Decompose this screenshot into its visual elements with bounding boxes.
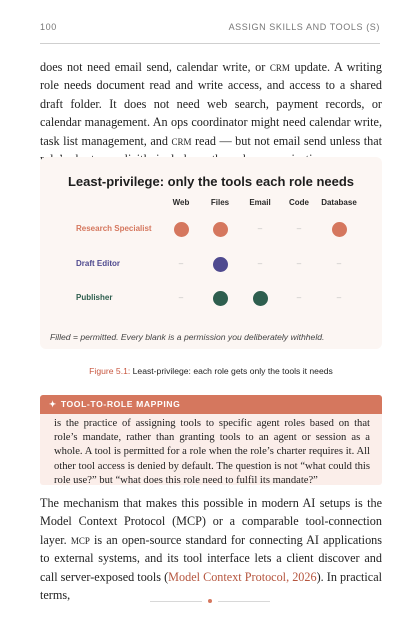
caption-label: Figure 5.1:	[89, 366, 131, 376]
figure-title: Least-privilege: only the tools each role needs	[67, 174, 355, 189]
permitted-dot	[212, 256, 228, 272]
dash-icon: –	[178, 259, 184, 268]
acronym-mcp: mcp	[70, 532, 90, 547]
column-header-web: Web	[172, 198, 190, 207]
dash-icon: –	[296, 293, 302, 302]
citation-link[interactable]: Model Context Protocol, 2026	[168, 569, 317, 584]
text-run: read — but not email send unless that	[194, 133, 382, 148]
withheld-cell	[252, 256, 268, 272]
permitted-dot	[212, 221, 228, 237]
dash-icon: –	[257, 224, 263, 233]
column-header-database: Database	[321, 198, 357, 207]
body-paragraph	[40, 58, 382, 168]
filled-circle-icon	[213, 291, 228, 306]
header-rule	[40, 43, 380, 44]
ornament-line	[218, 601, 270, 602]
withheld-cell	[252, 221, 268, 237]
text-run: is an open-source standard for connecting AI applications to external systems, and its tool interface lets a client discover and call server-exposed tools (	[40, 532, 382, 584]
callout-body: is the practice of assigning tools to specific agent roles based on that role’s mandate, rather than granting tools to an agent or session as a whole. A tool is permitted for a role when the role’s charter requires it. All other tool access is denied by default. The question is not “what could this role use?” but “what does this role need to fulfil its mandate?”	[54, 418, 370, 485]
body-paragraph	[40, 494, 382, 604]
caption-text: Least-privilege: each role gets only the tools it needs	[130, 366, 333, 376]
page-number: 100	[40, 22, 57, 32]
withheld-cell	[291, 256, 307, 272]
column-header-code: Code	[289, 198, 309, 207]
text-run: ). In practical terms,	[40, 569, 382, 603]
filled-circle-icon	[174, 222, 189, 237]
row-label: Draft Editor	[76, 259, 120, 268]
text-run: The mechanism that makes this possible in modern AI setups is the Model Context Protocol (MCP) or a comparable tool-connection layer.	[40, 496, 382, 547]
permitted-dot	[173, 221, 189, 237]
column-header-files: Files	[210, 198, 230, 207]
permitted-dot	[212, 290, 228, 306]
text-run: update. A writing role needs document read and write access, and access to a shared draft folder. It does not need web search, payment records, or calendar management. An ops coordinator might need calendar write, task list management, and	[40, 60, 382, 148]
text-run: does not need email send, calendar write, or	[40, 60, 270, 74]
sparkle-icon: ✦	[49, 399, 57, 409]
definition-callout	[40, 395, 382, 485]
withheld-cell	[173, 290, 189, 306]
withheld-cell	[331, 256, 347, 272]
filled-circle-icon	[213, 222, 228, 237]
row-label: Publisher	[76, 293, 113, 302]
dash-icon: –	[336, 259, 342, 268]
dash-icon: –	[336, 293, 342, 302]
withheld-cell	[291, 290, 307, 306]
ornament-dot	[208, 599, 212, 603]
chapter-title: ASSIGN SKILLS AND TOOLS (S)	[228, 22, 380, 32]
figure-note: Filled = permitted. Every blank is a permission you deliberately withheld.	[50, 332, 325, 342]
withheld-cell	[331, 290, 347, 306]
figure-caption	[40, 366, 382, 376]
filled-circle-icon	[213, 257, 228, 272]
withheld-cell	[291, 221, 307, 237]
withheld-cell	[173, 256, 189, 272]
figure-permission-matrix	[40, 157, 382, 349]
filled-circle-icon	[253, 291, 268, 306]
dash-icon: –	[257, 259, 263, 268]
dash-icon: –	[296, 259, 302, 268]
dash-icon: –	[296, 224, 302, 233]
dash-icon: –	[178, 293, 184, 302]
permitted-dot	[331, 221, 347, 237]
permitted-dot	[252, 290, 268, 306]
ornament-line	[150, 601, 202, 602]
callout-header	[40, 395, 382, 414]
acronym-crm: crm	[269, 60, 290, 74]
filled-circle-icon	[332, 222, 347, 237]
column-header-email: Email	[249, 198, 271, 207]
callout-title: TOOL-TO-ROLE MAPPING	[60, 399, 181, 409]
footer-ornament	[150, 598, 270, 606]
row-label: Research Specialist	[76, 224, 152, 233]
acronym-crm: crm	[171, 133, 192, 148]
